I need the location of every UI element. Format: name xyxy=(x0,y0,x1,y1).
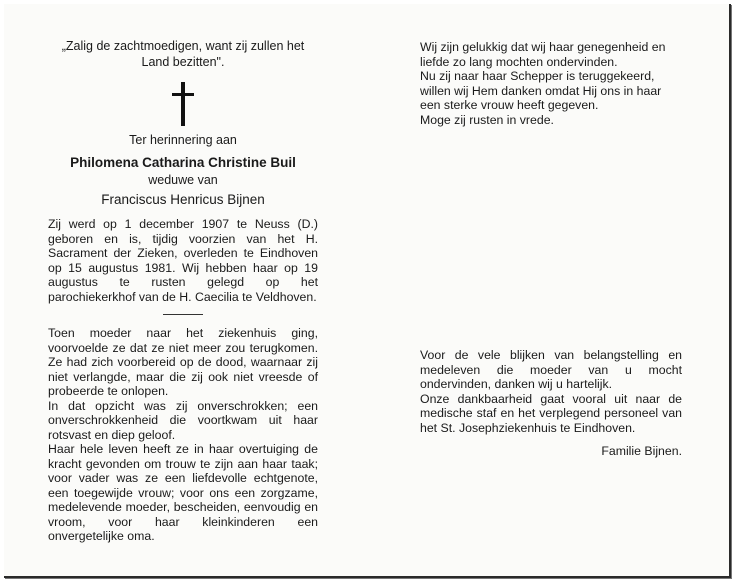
thanks-paragraph: Voor de vele blijken van belangstelling en medeleven die moeder van u mocht ondervinden, danken wij u hartelijk. xyxy=(420,348,682,391)
husband-name: Franciscus Henricus Bijnen xyxy=(101,192,265,207)
memory-paragraph: Toen moeder naar het ziekenhuis ging, voorvoelde ze dat ze niet meer zou terugkomen. Ze had zich voorbereid op de dood, waarnaar zij niet verlangde, maar die zij ook niet vreesde of probeerde te onlopen. xyxy=(48,326,318,398)
memories-section xyxy=(48,326,318,544)
widow-of-label: weduwe van xyxy=(148,173,218,187)
family-signature: Familie Bijnen. xyxy=(601,444,682,458)
thanks-section xyxy=(420,348,682,435)
gratitude-line: Moge zij rusten in vrede. xyxy=(420,112,554,127)
left-column xyxy=(48,38,318,543)
gratitude-line: Nu zij naar haar Schepper is teruggekeerd, willen wij Hem danken omdat Hij ons in haar een sterke vrouw heeft gegeven. xyxy=(420,69,662,112)
biography-paragraph: Zij werd op 1 december 1907 te Neuss (D.) geboren en is, tijdig voorzien van het H. Sacrament der Zieken, overleden te Eindhoven op 15 augustus 1981. Wij hebben haar op 19 augustus te rusten gelegd op het parochiekerkhof van de H. Caecilia te Veldhoven. xyxy=(48,217,318,304)
memory-paragraph: Haar hele leven heeft ze in haar overtuiging de kracht gevonden om trouw te zijn aan haar taak; voor vader was ze een liefdevolle echtgenote, een toegewijde vrouw; voor ons een zorgzame, medelevende moeder, bescheiden, eenvoudig en vroom, voor haar kleinkinderen een onvergetelijke oma. xyxy=(48,442,318,543)
divider-line xyxy=(163,314,203,315)
scripture-quote: „Zalig de zachtmoedigen, want zij zullen het Land bezitten". xyxy=(61,39,305,69)
memory-paragraph: In dat opzicht was zij onverschrokken; een onverschrokkenheid die voortkwam uit haar rotsvast en diep geloof. xyxy=(48,398,318,442)
thanks-paragraph: Onze dankbaarheid gaat vooral uit naar de medische staf en het verplegend personeel van het St. Josephziekenhuis te Eindhoven. xyxy=(420,391,682,435)
gratitude-line: Wij zijn gelukkig dat wij haar genegenheid en liefde zo lang mochten ondervinden. xyxy=(420,40,666,69)
deceased-name: Philomena Catharina Christine Buil xyxy=(70,155,296,170)
memorial-card xyxy=(4,4,731,578)
cross-icon xyxy=(172,82,194,126)
right-column xyxy=(420,40,682,458)
remembrance-intro: Ter herinnering aan xyxy=(129,133,237,147)
